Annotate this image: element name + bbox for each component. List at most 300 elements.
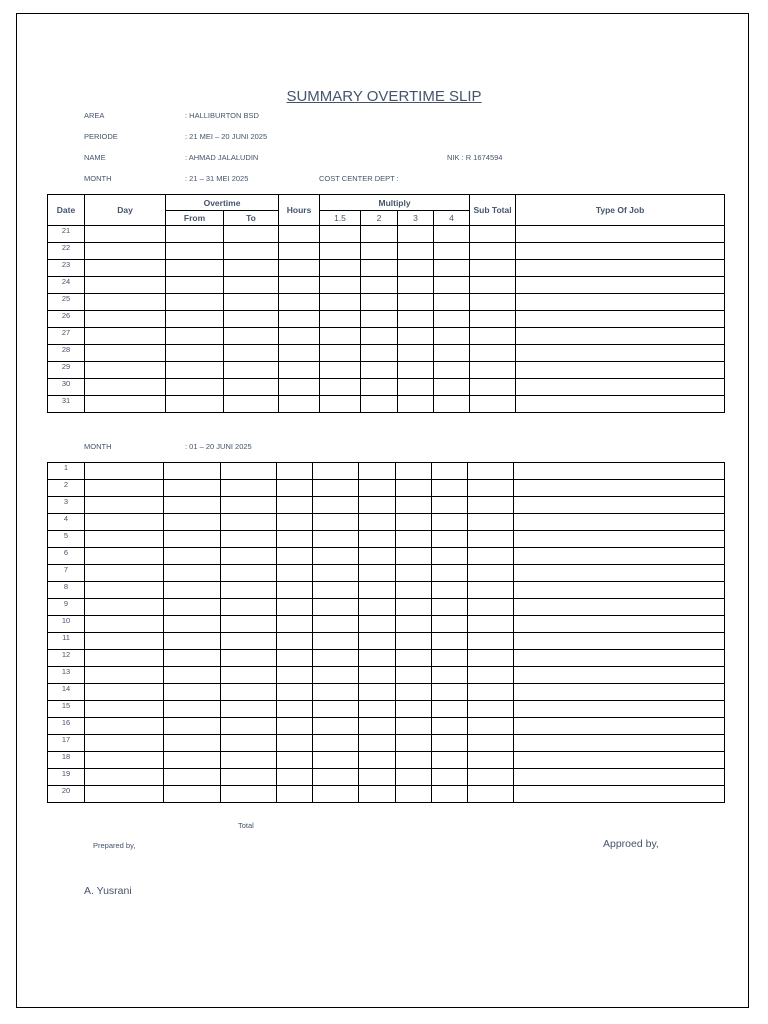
entry-cell[interactable] <box>313 684 359 701</box>
entry-cell[interactable] <box>166 294 224 311</box>
entry-cell[interactable] <box>432 599 468 616</box>
entry-cell[interactable] <box>221 548 277 565</box>
entry-cell[interactable] <box>514 616 725 633</box>
entry-cell[interactable] <box>514 684 725 701</box>
entry-cell[interactable] <box>277 752 313 769</box>
entry-cell[interactable] <box>221 650 277 667</box>
entry-cell[interactable] <box>359 752 396 769</box>
entry-cell[interactable] <box>164 701 221 718</box>
entry-cell[interactable] <box>359 667 396 684</box>
entry-cell[interactable] <box>468 531 514 548</box>
entry-cell[interactable] <box>221 582 277 599</box>
entry-cell[interactable] <box>361 226 398 243</box>
entry-cell[interactable] <box>468 701 514 718</box>
entry-cell[interactable] <box>313 633 359 650</box>
entry-cell[interactable] <box>514 565 725 582</box>
entry-cell[interactable] <box>359 616 396 633</box>
entry-cell[interactable] <box>221 769 277 786</box>
entry-cell[interactable] <box>361 379 398 396</box>
entry-cell[interactable] <box>468 599 514 616</box>
entry-cell[interactable] <box>396 463 432 480</box>
entry-cell[interactable] <box>516 328 725 345</box>
entry-cell[interactable] <box>514 497 725 514</box>
entry-cell[interactable] <box>85 633 164 650</box>
entry-cell[interactable] <box>396 786 432 803</box>
entry-cell[interactable] <box>221 514 277 531</box>
entry-cell[interactable] <box>313 463 359 480</box>
entry-cell[interactable] <box>434 311 470 328</box>
entry-cell[interactable] <box>85 752 164 769</box>
entry-cell[interactable] <box>359 650 396 667</box>
entry-cell[interactable] <box>85 345 166 362</box>
entry-cell[interactable] <box>85 396 166 413</box>
entry-cell[interactable] <box>361 396 398 413</box>
entry-cell[interactable] <box>221 633 277 650</box>
entry-cell[interactable] <box>361 328 398 345</box>
entry-cell[interactable] <box>224 260 279 277</box>
entry-cell[interactable] <box>361 243 398 260</box>
entry-cell[interactable] <box>164 565 221 582</box>
entry-cell[interactable] <box>313 599 359 616</box>
entry-cell[interactable] <box>164 480 221 497</box>
entry-cell[interactable] <box>468 514 514 531</box>
entry-cell[interactable] <box>398 260 434 277</box>
entry-cell[interactable] <box>277 497 313 514</box>
entry-cell[interactable] <box>164 514 221 531</box>
entry-cell[interactable] <box>514 531 725 548</box>
entry-cell[interactable] <box>516 277 725 294</box>
entry-cell[interactable] <box>313 514 359 531</box>
entry-cell[interactable] <box>166 226 224 243</box>
entry-cell[interactable] <box>361 294 398 311</box>
entry-cell[interactable] <box>166 311 224 328</box>
entry-cell[interactable] <box>166 260 224 277</box>
entry-cell[interactable] <box>516 362 725 379</box>
entry-cell[interactable] <box>396 667 432 684</box>
entry-cell[interactable] <box>514 769 725 786</box>
entry-cell[interactable] <box>359 735 396 752</box>
entry-cell[interactable] <box>313 735 359 752</box>
entry-cell[interactable] <box>85 735 164 752</box>
entry-cell[interactable] <box>470 277 516 294</box>
entry-cell[interactable] <box>432 735 468 752</box>
entry-cell[interactable] <box>164 599 221 616</box>
entry-cell[interactable] <box>277 463 313 480</box>
entry-cell[interactable] <box>468 582 514 599</box>
entry-cell[interactable] <box>85 616 164 633</box>
entry-cell[interactable] <box>85 514 164 531</box>
entry-cell[interactable] <box>359 582 396 599</box>
entry-cell[interactable] <box>514 786 725 803</box>
entry-cell[interactable] <box>468 667 514 684</box>
entry-cell[interactable] <box>359 514 396 531</box>
entry-cell[interactable] <box>396 769 432 786</box>
entry-cell[interactable] <box>396 548 432 565</box>
entry-cell[interactable] <box>470 396 516 413</box>
entry-cell[interactable] <box>359 565 396 582</box>
entry-cell[interactable] <box>396 531 432 548</box>
entry-cell[interactable] <box>434 362 470 379</box>
entry-cell[interactable] <box>361 345 398 362</box>
entry-cell[interactable] <box>164 718 221 735</box>
entry-cell[interactable] <box>396 735 432 752</box>
entry-cell[interactable] <box>85 362 166 379</box>
entry-cell[interactable] <box>224 328 279 345</box>
entry-cell[interactable] <box>221 616 277 633</box>
entry-cell[interactable] <box>277 718 313 735</box>
entry-cell[interactable] <box>320 328 361 345</box>
entry-cell[interactable] <box>164 650 221 667</box>
entry-cell[interactable] <box>224 379 279 396</box>
entry-cell[interactable] <box>224 311 279 328</box>
entry-cell[interactable] <box>221 480 277 497</box>
entry-cell[interactable] <box>514 514 725 531</box>
entry-cell[interactable] <box>396 752 432 769</box>
entry-cell[interactable] <box>85 328 166 345</box>
entry-cell[interactable] <box>164 667 221 684</box>
entry-cell[interactable] <box>164 531 221 548</box>
entry-cell[interactable] <box>279 379 320 396</box>
entry-cell[interactable] <box>396 684 432 701</box>
entry-cell[interactable] <box>279 311 320 328</box>
entry-cell[interactable] <box>434 226 470 243</box>
entry-cell[interactable] <box>514 667 725 684</box>
entry-cell[interactable] <box>516 226 725 243</box>
entry-cell[interactable] <box>164 769 221 786</box>
entry-cell[interactable] <box>432 463 468 480</box>
entry-cell[interactable] <box>85 277 166 294</box>
entry-cell[interactable] <box>514 463 725 480</box>
entry-cell[interactable] <box>434 396 470 413</box>
entry-cell[interactable] <box>221 565 277 582</box>
entry-cell[interactable] <box>277 599 313 616</box>
entry-cell[interactable] <box>164 752 221 769</box>
entry-cell[interactable] <box>432 548 468 565</box>
entry-cell[interactable] <box>361 277 398 294</box>
entry-cell[interactable] <box>277 769 313 786</box>
entry-cell[interactable] <box>361 260 398 277</box>
entry-cell[interactable] <box>221 497 277 514</box>
entry-cell[interactable] <box>221 735 277 752</box>
entry-cell[interactable] <box>432 497 468 514</box>
entry-cell[interactable] <box>164 786 221 803</box>
entry-cell[interactable] <box>221 684 277 701</box>
entry-cell[interactable] <box>359 684 396 701</box>
entry-cell[interactable] <box>313 667 359 684</box>
entry-cell[interactable] <box>85 497 164 514</box>
entry-cell[interactable] <box>470 345 516 362</box>
entry-cell[interactable] <box>85 463 164 480</box>
entry-cell[interactable] <box>313 769 359 786</box>
entry-cell[interactable] <box>434 277 470 294</box>
entry-cell[interactable] <box>396 718 432 735</box>
entry-cell[interactable] <box>432 701 468 718</box>
entry-cell[interactable] <box>514 735 725 752</box>
entry-cell[interactable] <box>221 599 277 616</box>
entry-cell[interactable] <box>468 480 514 497</box>
entry-cell[interactable] <box>470 379 516 396</box>
entry-cell[interactable] <box>468 463 514 480</box>
entry-cell[interactable] <box>313 497 359 514</box>
entry-cell[interactable] <box>277 531 313 548</box>
entry-cell[interactable] <box>432 565 468 582</box>
entry-cell[interactable] <box>514 480 725 497</box>
entry-cell[interactable] <box>85 260 166 277</box>
entry-cell[interactable] <box>398 396 434 413</box>
entry-cell[interactable] <box>359 480 396 497</box>
entry-cell[interactable] <box>279 277 320 294</box>
entry-cell[interactable] <box>313 480 359 497</box>
entry-cell[interactable] <box>277 480 313 497</box>
entry-cell[interactable] <box>516 345 725 362</box>
entry-cell[interactable] <box>434 379 470 396</box>
entry-cell[interactable] <box>468 565 514 582</box>
entry-cell[interactable] <box>398 311 434 328</box>
entry-cell[interactable] <box>432 718 468 735</box>
entry-cell[interactable] <box>434 345 470 362</box>
entry-cell[interactable] <box>85 786 164 803</box>
entry-cell[interactable] <box>320 277 361 294</box>
entry-cell[interactable] <box>221 667 277 684</box>
entry-cell[interactable] <box>279 260 320 277</box>
entry-cell[interactable] <box>432 633 468 650</box>
entry-cell[interactable] <box>85 379 166 396</box>
entry-cell[interactable] <box>514 599 725 616</box>
entry-cell[interactable] <box>432 684 468 701</box>
entry-cell[interactable] <box>470 362 516 379</box>
entry-cell[interactable] <box>396 480 432 497</box>
entry-cell[interactable] <box>432 531 468 548</box>
entry-cell[interactable] <box>166 243 224 260</box>
entry-cell[interactable] <box>320 226 361 243</box>
entry-cell[interactable] <box>359 548 396 565</box>
entry-cell[interactable] <box>224 243 279 260</box>
entry-cell[interactable] <box>361 362 398 379</box>
entry-cell[interactable] <box>277 650 313 667</box>
entry-cell[interactable] <box>313 786 359 803</box>
entry-cell[interactable] <box>359 497 396 514</box>
entry-cell[interactable] <box>320 311 361 328</box>
entry-cell[interactable] <box>398 328 434 345</box>
entry-cell[interactable] <box>396 565 432 582</box>
entry-cell[interactable] <box>359 769 396 786</box>
entry-cell[interactable] <box>277 514 313 531</box>
entry-cell[interactable] <box>359 786 396 803</box>
entry-cell[interactable] <box>320 396 361 413</box>
entry-cell[interactable] <box>516 243 725 260</box>
entry-cell[interactable] <box>164 497 221 514</box>
entry-cell[interactable] <box>221 718 277 735</box>
entry-cell[interactable] <box>516 260 725 277</box>
entry-cell[interactable] <box>470 311 516 328</box>
entry-cell[interactable] <box>277 565 313 582</box>
entry-cell[interactable] <box>85 226 166 243</box>
entry-cell[interactable] <box>277 684 313 701</box>
entry-cell[interactable] <box>398 294 434 311</box>
entry-cell[interactable] <box>396 633 432 650</box>
entry-cell[interactable] <box>85 294 166 311</box>
entry-cell[interactable] <box>470 328 516 345</box>
entry-cell[interactable] <box>85 311 166 328</box>
entry-cell[interactable] <box>313 701 359 718</box>
entry-cell[interactable] <box>313 531 359 548</box>
entry-cell[interactable] <box>85 667 164 684</box>
entry-cell[interactable] <box>361 311 398 328</box>
entry-cell[interactable] <box>432 769 468 786</box>
entry-cell[interactable] <box>432 616 468 633</box>
entry-cell[interactable] <box>85 701 164 718</box>
entry-cell[interactable] <box>85 769 164 786</box>
entry-cell[interactable] <box>432 667 468 684</box>
entry-cell[interactable] <box>516 379 725 396</box>
entry-cell[interactable] <box>224 294 279 311</box>
entry-cell[interactable] <box>468 752 514 769</box>
entry-cell[interactable] <box>166 277 224 294</box>
entry-cell[interactable] <box>320 362 361 379</box>
entry-cell[interactable] <box>320 379 361 396</box>
entry-cell[interactable] <box>468 616 514 633</box>
entry-cell[interactable] <box>277 667 313 684</box>
entry-cell[interactable] <box>224 226 279 243</box>
entry-cell[interactable] <box>434 243 470 260</box>
entry-cell[interactable] <box>277 616 313 633</box>
entry-cell[interactable] <box>432 650 468 667</box>
entry-cell[interactable] <box>396 514 432 531</box>
entry-cell[interactable] <box>313 548 359 565</box>
entry-cell[interactable] <box>468 548 514 565</box>
entry-cell[interactable] <box>279 226 320 243</box>
entry-cell[interactable] <box>468 497 514 514</box>
entry-cell[interactable] <box>468 735 514 752</box>
entry-cell[interactable] <box>279 243 320 260</box>
entry-cell[interactable] <box>514 548 725 565</box>
entry-cell[interactable] <box>514 633 725 650</box>
entry-cell[interactable] <box>85 565 164 582</box>
entry-cell[interactable] <box>85 650 164 667</box>
entry-cell[interactable] <box>85 548 164 565</box>
entry-cell[interactable] <box>398 226 434 243</box>
entry-cell[interactable] <box>434 260 470 277</box>
entry-cell[interactable] <box>432 786 468 803</box>
entry-cell[interactable] <box>470 243 516 260</box>
entry-cell[interactable] <box>432 582 468 599</box>
entry-cell[interactable] <box>164 548 221 565</box>
entry-cell[interactable] <box>468 633 514 650</box>
entry-cell[interactable] <box>85 582 164 599</box>
entry-cell[interactable] <box>359 701 396 718</box>
entry-cell[interactable] <box>470 294 516 311</box>
entry-cell[interactable] <box>221 531 277 548</box>
entry-cell[interactable] <box>277 786 313 803</box>
entry-cell[interactable] <box>85 718 164 735</box>
entry-cell[interactable] <box>470 226 516 243</box>
entry-cell[interactable] <box>313 718 359 735</box>
entry-cell[interactable] <box>164 735 221 752</box>
entry-cell[interactable] <box>398 277 434 294</box>
entry-cell[interactable] <box>277 701 313 718</box>
entry-cell[interactable] <box>359 718 396 735</box>
entry-cell[interactable] <box>313 565 359 582</box>
entry-cell[interactable] <box>396 497 432 514</box>
entry-cell[interactable] <box>221 752 277 769</box>
entry-cell[interactable] <box>359 599 396 616</box>
entry-cell[interactable] <box>359 531 396 548</box>
entry-cell[interactable] <box>396 582 432 599</box>
entry-cell[interactable] <box>398 379 434 396</box>
entry-cell[interactable] <box>468 684 514 701</box>
entry-cell[interactable] <box>164 616 221 633</box>
entry-cell[interactable] <box>514 701 725 718</box>
entry-cell[interactable] <box>164 633 221 650</box>
entry-cell[interactable] <box>313 752 359 769</box>
entry-cell[interactable] <box>359 633 396 650</box>
entry-cell[interactable] <box>279 362 320 379</box>
entry-cell[interactable] <box>432 752 468 769</box>
entry-cell[interactable] <box>313 650 359 667</box>
entry-cell[interactable] <box>85 684 164 701</box>
entry-cell[interactable] <box>164 582 221 599</box>
entry-cell[interactable] <box>434 328 470 345</box>
entry-cell[interactable] <box>164 684 221 701</box>
entry-cell[interactable] <box>514 718 725 735</box>
entry-cell[interactable] <box>224 277 279 294</box>
entry-cell[interactable] <box>166 379 224 396</box>
entry-cell[interactable] <box>320 294 361 311</box>
entry-cell[interactable] <box>313 616 359 633</box>
entry-cell[interactable] <box>166 328 224 345</box>
entry-cell[interactable] <box>224 362 279 379</box>
entry-cell[interactable] <box>514 582 725 599</box>
entry-cell[interactable] <box>468 718 514 735</box>
entry-cell[interactable] <box>277 735 313 752</box>
entry-cell[interactable] <box>277 548 313 565</box>
entry-cell[interactable] <box>396 701 432 718</box>
entry-cell[interactable] <box>398 243 434 260</box>
entry-cell[interactable] <box>396 650 432 667</box>
entry-cell[interactable] <box>85 480 164 497</box>
entry-cell[interactable] <box>221 701 277 718</box>
entry-cell[interactable] <box>320 260 361 277</box>
entry-cell[interactable] <box>221 463 277 480</box>
entry-cell[interactable] <box>166 345 224 362</box>
entry-cell[interactable] <box>398 345 434 362</box>
entry-cell[interactable] <box>85 599 164 616</box>
entry-cell[interactable] <box>279 294 320 311</box>
entry-cell[interactable] <box>224 345 279 362</box>
entry-cell[interactable] <box>432 480 468 497</box>
entry-cell[interactable] <box>279 396 320 413</box>
entry-cell[interactable] <box>468 786 514 803</box>
entry-cell[interactable] <box>85 243 166 260</box>
entry-cell[interactable] <box>313 582 359 599</box>
entry-cell[interactable] <box>279 345 320 362</box>
entry-cell[interactable] <box>85 531 164 548</box>
entry-cell[interactable] <box>434 294 470 311</box>
entry-cell[interactable] <box>398 362 434 379</box>
entry-cell[interactable] <box>277 582 313 599</box>
entry-cell[interactable] <box>516 294 725 311</box>
entry-cell[interactable] <box>320 345 361 362</box>
entry-cell[interactable] <box>396 599 432 616</box>
entry-cell[interactable] <box>224 396 279 413</box>
entry-cell[interactable] <box>277 633 313 650</box>
entry-cell[interactable] <box>166 362 224 379</box>
entry-cell[interactable] <box>279 328 320 345</box>
entry-cell[interactable] <box>468 769 514 786</box>
entry-cell[interactable] <box>164 463 221 480</box>
entry-cell[interactable] <box>514 752 725 769</box>
entry-cell[interactable] <box>320 243 361 260</box>
